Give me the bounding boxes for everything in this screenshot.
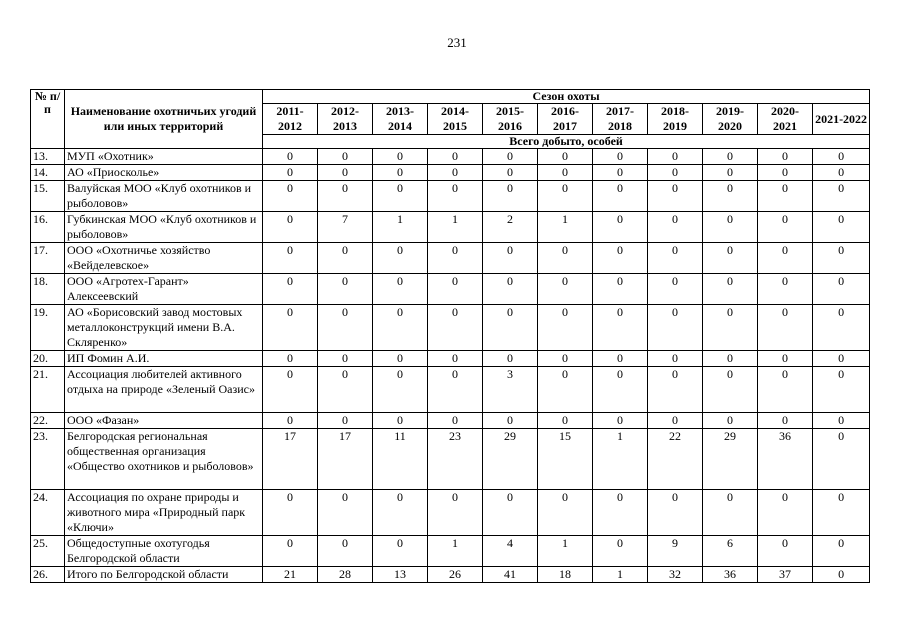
hunting-ground-name: ИП Фомин А.И.: [65, 351, 263, 367]
hunting-ground-name: АО «Приосколье»: [65, 165, 263, 181]
season-header: Сезон охоты: [263, 90, 870, 104]
harvest-count-cell: 15: [538, 429, 593, 490]
harvest-count-cell: 0: [593, 274, 648, 305]
harvest-count-cell: 0: [813, 165, 870, 181]
harvest-count-cell: 0: [538, 490, 593, 536]
harvest-count-cell: 0: [703, 243, 758, 274]
harvest-count-cell: 0: [318, 149, 373, 165]
harvest-count-cell: 2: [483, 212, 538, 243]
hunting-ground-name: АО «Борисовский завод мостовых металлоконструкций имени В.А. Скляренко»: [65, 305, 263, 351]
harvest-count-cell: 0: [593, 181, 648, 212]
harvest-count-cell: 0: [263, 181, 318, 212]
harvest-count-cell: 0: [813, 149, 870, 165]
harvest-count-cell: 0: [318, 351, 373, 367]
harvest-count-cell: 0: [648, 212, 703, 243]
season-year-header: 2018-2019: [648, 104, 703, 135]
harvest-count-cell: 0: [648, 367, 703, 413]
harvest-count-cell: 0: [593, 490, 648, 536]
harvest-count-cell: 0: [373, 536, 428, 567]
harvest-count-cell: 0: [483, 165, 538, 181]
number-column-header: № п/п: [31, 90, 65, 149]
table-row: [31, 181, 870, 212]
harvest-count-cell: 0: [428, 274, 483, 305]
row-number: 20.: [31, 351, 65, 367]
harvest-count-cell: 0: [813, 567, 870, 583]
harvest-count-cell: 0: [648, 490, 703, 536]
harvest-count-cell: 0: [648, 274, 703, 305]
harvest-count-cell: 1: [373, 212, 428, 243]
harvest-count-cell: 11: [373, 429, 428, 490]
harvest-count-cell: 0: [373, 305, 428, 351]
hunting-ground-name: Общедоступные охотугодья Белгородской области: [65, 536, 263, 567]
season-year-header: 2016-2017: [538, 104, 593, 135]
harvest-count-cell: 0: [373, 274, 428, 305]
harvest-count-cell: 13: [373, 567, 428, 583]
harvest-count-cell: 0: [758, 274, 813, 305]
harvest-count-cell: 0: [703, 351, 758, 367]
harvest-count-cell: 0: [538, 413, 593, 429]
season-year-header: 2012-2013: [318, 104, 373, 135]
harvest-count-cell: 0: [648, 243, 703, 274]
harvest-count-cell: 0: [758, 351, 813, 367]
harvest-count-cell: 36: [703, 567, 758, 583]
harvest-count-cell: 0: [538, 243, 593, 274]
hunting-harvest-table: [30, 89, 870, 583]
harvest-count-cell: 0: [428, 490, 483, 536]
harvest-count-cell: 1: [593, 567, 648, 583]
harvest-count-cell: 1: [538, 536, 593, 567]
harvest-count-cell: 22: [648, 429, 703, 490]
harvest-count-cell: 0: [263, 243, 318, 274]
harvest-count-cell: 0: [373, 149, 428, 165]
row-number: 24.: [31, 490, 65, 536]
harvest-count-cell: 1: [593, 429, 648, 490]
harvest-count-cell: 0: [703, 367, 758, 413]
harvest-count-cell: 0: [373, 351, 428, 367]
harvest-count-cell: 26: [428, 567, 483, 583]
harvest-count-cell: 1: [428, 212, 483, 243]
harvest-count-cell: 0: [758, 165, 813, 181]
harvest-count-cell: 21: [263, 567, 318, 583]
table-row: [31, 149, 870, 165]
table-row: [31, 274, 870, 305]
hunting-ground-name: Ассоциация по охране природы и животного мира «Природный парк «Ключи»: [65, 490, 263, 536]
harvest-count-cell: 1: [538, 212, 593, 243]
harvest-count-cell: 0: [318, 305, 373, 351]
harvest-count-cell: 17: [263, 429, 318, 490]
hunting-ground-name: МУП «Охотник»: [65, 149, 263, 165]
harvest-count-cell: 0: [373, 367, 428, 413]
harvest-count-cell: 0: [758, 181, 813, 212]
harvest-count-cell: 0: [318, 536, 373, 567]
harvest-count-cell: 0: [593, 165, 648, 181]
harvest-count-cell: 0: [758, 367, 813, 413]
season-year-header: 2017-2018: [593, 104, 648, 135]
harvest-count-cell: 0: [373, 243, 428, 274]
harvest-count-cell: 0: [813, 413, 870, 429]
harvest-count-cell: 0: [648, 351, 703, 367]
harvest-count-cell: 0: [428, 351, 483, 367]
harvest-count-cell: 0: [428, 181, 483, 212]
harvest-count-cell: 0: [483, 351, 538, 367]
harvest-count-cell: 0: [703, 212, 758, 243]
harvest-count-cell: 0: [483, 305, 538, 351]
harvest-count-cell: 0: [538, 367, 593, 413]
harvest-count-cell: 0: [318, 181, 373, 212]
hunting-ground-name: Валуйская МОО «Клуб охотников и рыболовов»: [65, 181, 263, 212]
row-number: 19.: [31, 305, 65, 351]
hunting-ground-name: Итого по Белгородской области: [65, 567, 263, 583]
harvest-count-cell: 0: [318, 367, 373, 413]
season-year-header: 2020-2021: [758, 104, 813, 135]
table-row: [31, 243, 870, 274]
harvest-count-cell: 6: [703, 536, 758, 567]
harvest-count-cell: 0: [483, 181, 538, 212]
harvest-count-cell: 0: [593, 243, 648, 274]
hunting-ground-name: ООО «Фазан»: [65, 413, 263, 429]
harvest-count-cell: 0: [428, 243, 483, 274]
harvest-count-cell: 0: [758, 305, 813, 351]
harvest-count-cell: 0: [703, 165, 758, 181]
harvest-count-cell: 0: [813, 490, 870, 536]
harvest-count-cell: 28: [318, 567, 373, 583]
harvest-count-cell: 0: [483, 274, 538, 305]
season-year-header: 2013-2014: [373, 104, 428, 135]
harvest-count-cell: 0: [428, 149, 483, 165]
harvest-count-cell: 0: [318, 243, 373, 274]
harvest-count-cell: 0: [318, 413, 373, 429]
harvest-count-cell: 23: [428, 429, 483, 490]
harvest-count-cell: 0: [758, 536, 813, 567]
harvest-count-cell: 0: [318, 165, 373, 181]
page-number: 231: [447, 35, 467, 50]
harvest-count-cell: 0: [648, 413, 703, 429]
harvest-count-cell: 0: [263, 490, 318, 536]
harvest-count-cell: 3: [483, 367, 538, 413]
harvest-count-cell: 0: [263, 367, 318, 413]
harvest-count-cell: 0: [593, 149, 648, 165]
row-number: 18.: [31, 274, 65, 305]
harvest-count-cell: 0: [483, 149, 538, 165]
harvest-count-cell: 0: [758, 490, 813, 536]
harvest-count-cell: 0: [813, 305, 870, 351]
harvest-count-cell: 0: [483, 490, 538, 536]
harvest-count-cell: 0: [428, 413, 483, 429]
harvest-count-cell: 41: [483, 567, 538, 583]
harvest-count-cell: 0: [758, 243, 813, 274]
harvest-count-cell: 29: [483, 429, 538, 490]
harvest-count-cell: 0: [263, 536, 318, 567]
harvest-count-cell: 0: [648, 305, 703, 351]
harvest-count-cell: 18: [538, 567, 593, 583]
harvest-count-cell: 32: [648, 567, 703, 583]
harvest-count-cell: 0: [813, 212, 870, 243]
harvest-count-cell: 0: [538, 165, 593, 181]
harvest-count-cell: 0: [813, 181, 870, 212]
table-row: [31, 305, 870, 351]
harvest-count-cell: 0: [538, 305, 593, 351]
row-number: 22.: [31, 413, 65, 429]
harvest-count-cell: 0: [263, 305, 318, 351]
row-number: 15.: [31, 181, 65, 212]
table-row: [31, 536, 870, 567]
harvest-count-cell: 0: [318, 490, 373, 536]
harvest-count-cell: 0: [483, 413, 538, 429]
harvest-count-cell: 0: [538, 274, 593, 305]
harvest-count-cell: 0: [703, 413, 758, 429]
harvest-count-cell: 0: [703, 181, 758, 212]
table-row: [31, 367, 870, 413]
harvest-count-cell: 0: [373, 490, 428, 536]
row-number: 26.: [31, 567, 65, 583]
table-row: [31, 212, 870, 243]
harvest-count-cell: 36: [758, 429, 813, 490]
harvest-count-cell: 0: [538, 351, 593, 367]
harvest-count-cell: 0: [263, 351, 318, 367]
harvest-count-cell: 0: [593, 367, 648, 413]
season-year-header: 2011-2012: [263, 104, 318, 135]
harvest-count-cell: 0: [593, 536, 648, 567]
hunting-ground-name: Ассоциация любителей активного отдыха на природе «Зеленый Оазис»: [65, 367, 263, 413]
harvest-count-cell: 0: [648, 165, 703, 181]
season-year-header: 2014-2015: [428, 104, 483, 135]
harvest-count-cell: 4: [483, 536, 538, 567]
harvest-count-cell: 17: [318, 429, 373, 490]
row-number: 23.: [31, 429, 65, 490]
harvest-count-cell: 0: [758, 149, 813, 165]
row-number: 25.: [31, 536, 65, 567]
harvest-count-cell: 1: [428, 536, 483, 567]
harvest-count-cell: 0: [813, 351, 870, 367]
harvest-count-cell: 9: [648, 536, 703, 567]
table-row: [31, 567, 870, 583]
harvest-count-cell: 0: [703, 490, 758, 536]
harvest-count-cell: 0: [263, 165, 318, 181]
harvest-count-cell: 7: [318, 212, 373, 243]
harvest-count-cell: 0: [813, 429, 870, 490]
harvest-count-cell: 0: [263, 274, 318, 305]
harvest-count-cell: 0: [813, 367, 870, 413]
harvest-count-cell: 0: [813, 274, 870, 305]
table-row: [31, 429, 870, 490]
harvest-count-cell: 0: [593, 351, 648, 367]
table-row: [31, 351, 870, 367]
row-number: 21.: [31, 367, 65, 413]
hunting-ground-name: Белгородская региональная общественная организация «Общество охотников и рыболовов»: [65, 429, 263, 490]
harvest-count-cell: 0: [373, 165, 428, 181]
table-row: [31, 165, 870, 181]
harvest-count-cell: 0: [263, 212, 318, 243]
harvest-count-cell: 0: [428, 165, 483, 181]
harvest-count-cell: 0: [813, 243, 870, 274]
harvest-count-cell: 29: [703, 429, 758, 490]
hunting-ground-name: ООО «Охотничье хозяйство «Вейделевское»: [65, 243, 263, 274]
total-harvested-header: Всего добыто, особей: [263, 135, 870, 149]
hunting-ground-name: ООО «Агротех-Гарант» Алексеевский: [65, 274, 263, 305]
harvest-count-cell: 0: [703, 274, 758, 305]
harvest-count-cell: 0: [703, 149, 758, 165]
season-year-header: 2015-2016: [483, 104, 538, 135]
hunting-ground-name: Губкинская МОО «Клуб охотников и рыболовов»: [65, 212, 263, 243]
season-year-header: 2019-2020: [703, 104, 758, 135]
row-number: 16.: [31, 212, 65, 243]
harvest-count-cell: 0: [428, 305, 483, 351]
harvest-count-cell: 0: [593, 212, 648, 243]
harvest-count-cell: 0: [263, 149, 318, 165]
harvest-count-cell: 0: [373, 181, 428, 212]
name-column-header: Наименование охотничьих угодий или иных территорий: [65, 90, 263, 149]
harvest-count-cell: 0: [483, 243, 538, 274]
row-number: 14.: [31, 165, 65, 181]
harvest-count-cell: 0: [538, 149, 593, 165]
harvest-count-cell: 0: [263, 413, 318, 429]
harvest-count-cell: 0: [538, 181, 593, 212]
harvest-count-cell: 0: [593, 305, 648, 351]
harvest-count-cell: 0: [758, 413, 813, 429]
harvest-count-cell: 0: [428, 367, 483, 413]
harvest-count-cell: 0: [758, 212, 813, 243]
table-row: [31, 490, 870, 536]
harvest-count-cell: 0: [813, 536, 870, 567]
season-year-header: 2021-2022: [813, 104, 870, 135]
harvest-count-cell: 0: [318, 274, 373, 305]
row-number: 13.: [31, 149, 65, 165]
harvest-count-cell: 0: [593, 413, 648, 429]
row-number: 17.: [31, 243, 65, 274]
harvest-count-cell: 37: [758, 567, 813, 583]
harvest-count-cell: 0: [648, 149, 703, 165]
harvest-count-cell: 0: [648, 181, 703, 212]
harvest-count-cell: 0: [703, 305, 758, 351]
harvest-count-cell: 0: [373, 413, 428, 429]
table-row: [31, 413, 870, 429]
